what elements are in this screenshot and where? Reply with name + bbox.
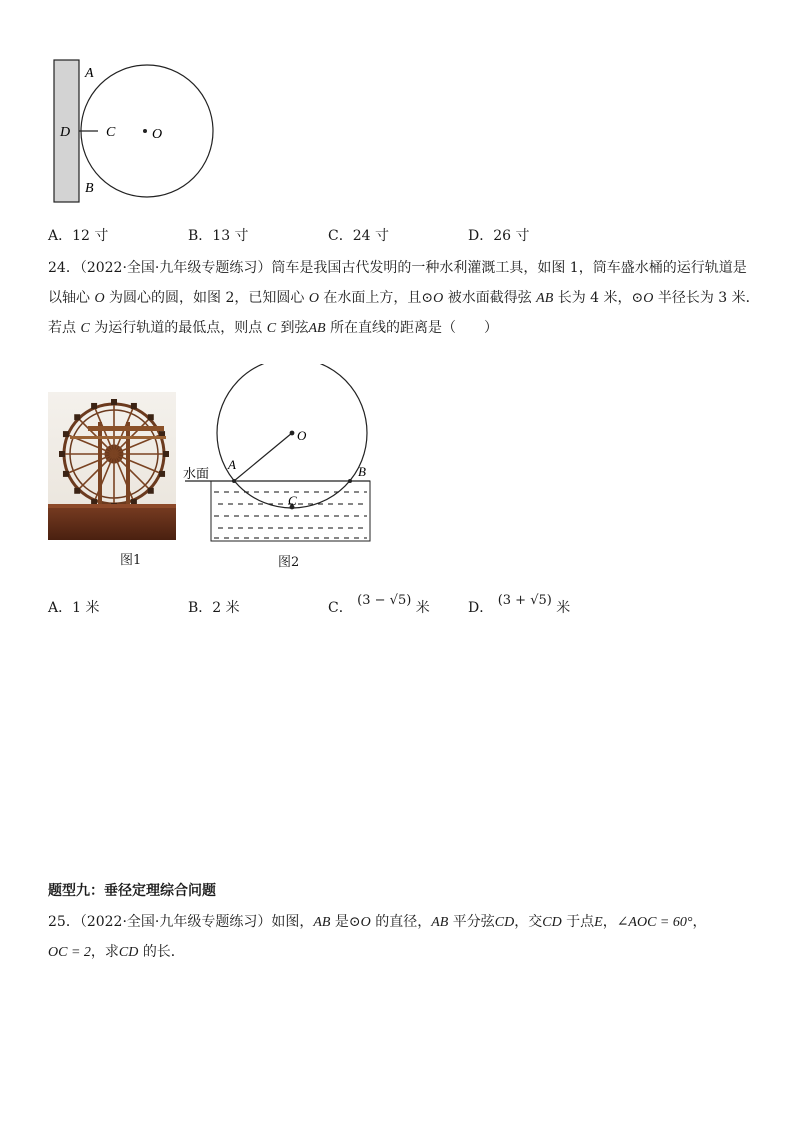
fig2-caption: 图2 <box>278 555 300 570</box>
point-o2 <box>290 431 295 436</box>
wheel-bucket <box>163 451 169 457</box>
wheel-bucket <box>159 471 165 477</box>
label-a: A <box>85 66 94 81</box>
label-water: 水面 <box>183 467 210 482</box>
point-a2 <box>232 479 236 483</box>
radius-oa <box>234 433 292 481</box>
q25-line-2: OC = 2，求CD 的长． <box>48 944 185 960</box>
q24-source: （2022·全国·九年级专题练习） <box>79 260 272 276</box>
q24-option-c: C． (3 − √5) 米 <box>328 593 430 616</box>
water-wheel-photo <box>48 392 176 540</box>
wheel-bucket <box>74 414 80 420</box>
top-geometry-figure <box>40 50 230 210</box>
q24-option-a: A．1 米 <box>48 600 100 616</box>
wheel-bucket <box>63 471 69 477</box>
wheel-bucket <box>59 451 65 457</box>
q24-option-b: B．2 米 <box>188 600 240 616</box>
q23-option-d: D．26 寸 <box>468 228 530 244</box>
label-d: D <box>60 125 71 140</box>
point-b2 <box>348 479 352 483</box>
q23-option-c: C．24 寸 <box>328 228 389 244</box>
wheel-bucket <box>148 414 154 420</box>
fig1-caption: 图1 <box>120 553 142 568</box>
q24-line-1: 24．（2022·全国·九年级专题练习）筒车是我国古代发明的一种水利灌溉工具，如图 1，筒车盛水桶的运行轨道是 <box>48 260 747 276</box>
label-c: C <box>106 125 116 140</box>
label-c2: C <box>288 493 297 508</box>
q24-number: 24． <box>48 260 80 276</box>
label-a2: A <box>228 457 236 472</box>
point-o <box>143 129 147 133</box>
q24-line-3: 若点 C 为运行轨道的最低点，则点 C 到弦AB 所在直线的距离是（ ） <box>48 320 499 336</box>
q23-option-a: A．12 寸 <box>48 228 109 244</box>
q25-line-1: 25．（2022·全国·九年级专题练习）如图，AB 是⊙O 的直径，AB 平分弦CD，交CD 于点E，∠AOC = 60°， <box>48 914 707 930</box>
section-heading: 题型九：垂径定理综合问题 <box>48 883 216 899</box>
q24-option-d: D． (3 + √5) 米 <box>468 593 571 616</box>
q23-option-b: B．13 寸 <box>188 228 249 244</box>
label-b2: B <box>358 464 366 479</box>
label-o2: O <box>297 428 307 443</box>
water-region <box>211 481 370 541</box>
q25-source: （2022·全国·九年级专题练习） <box>79 914 272 930</box>
q25-number: 25． <box>48 914 80 930</box>
wheel-bucket <box>91 403 97 409</box>
fig2-diagram <box>180 364 380 554</box>
wheel-bucket <box>74 488 80 494</box>
wheel-bucket <box>131 403 137 409</box>
label-o: O <box>152 127 163 142</box>
q24-line-2: 以轴心 O 为圆心的圆，如图 2，已知圆心 O 在水面上方，且⊙O 被水面截得弦 AB 长为 4 米，⊙O 半径长为 3 米． <box>48 290 760 306</box>
label-b: B <box>85 181 94 196</box>
wheel-bucket <box>148 488 154 494</box>
wheel-bucket <box>111 399 117 405</box>
wheel-bucket <box>63 431 69 437</box>
